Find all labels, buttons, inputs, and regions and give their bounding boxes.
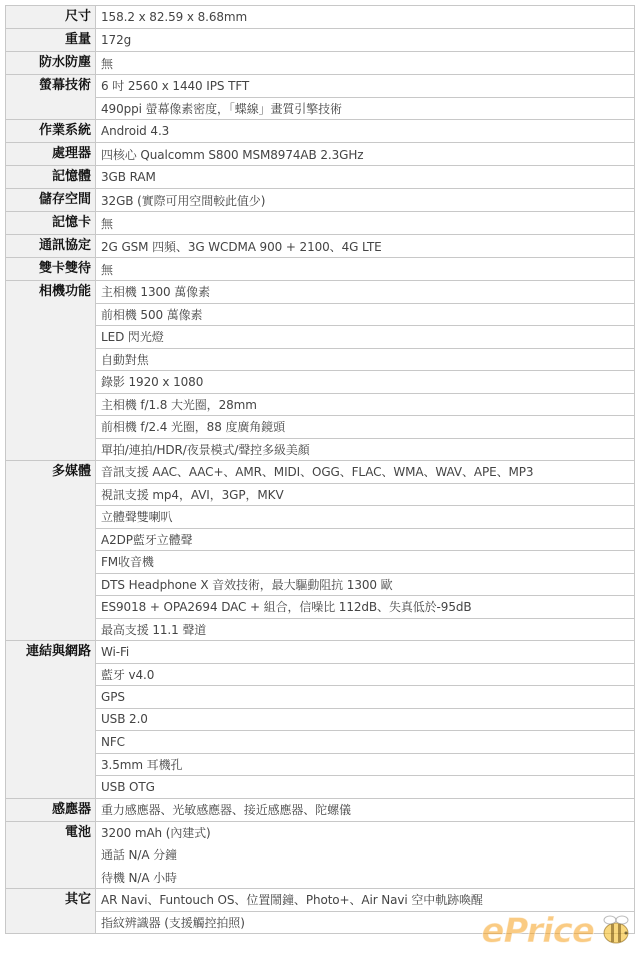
spec-row xyxy=(6,281,635,304)
spec-value: 3200 mAh (內建式) xyxy=(96,821,635,844)
spec-label: 螢幕技術 xyxy=(6,75,96,120)
spec-value: AR Navi、Funtouch OS、位置鬧鐘、Photo+、Air Navi 空中軌跡喚醒 xyxy=(96,889,635,912)
spec-label: 作業系統 xyxy=(6,120,96,143)
spec-value: 32GB (實際可用空間較此值少) xyxy=(96,189,635,212)
spec-value: 6 吋 2560 x 1440 IPS TFT xyxy=(96,75,635,98)
spec-value: GPS xyxy=(96,686,635,709)
spec-row xyxy=(6,258,635,281)
spec-value: 最高支援 11.1 聲道 xyxy=(96,618,635,641)
spec-value: 無 xyxy=(96,52,635,75)
spec-value: 單拍/連拍/HDR/夜景模式/聲控多級美顏 xyxy=(96,438,635,461)
spec-label: 防水防塵 xyxy=(6,52,96,75)
spec-value: 四核心 Qualcomm S800 MSM8974AB 2.3GHz xyxy=(96,143,635,166)
spec-value: 視訊支援 mp4，AVI，3GP，MKV xyxy=(96,483,635,506)
spec-value: DTS Headphone X 音效技術，最大驅動阻抗 1300 歐 xyxy=(96,573,635,596)
spec-row xyxy=(6,641,635,664)
spec-row xyxy=(6,348,635,371)
spec-value: 前相機 500 萬像素 xyxy=(96,303,635,326)
spec-value: 重力感應器、光敏感應器、接近感應器、陀螺儀 xyxy=(96,798,635,821)
spec-value: 3GB RAM xyxy=(96,166,635,189)
spec-value: 指紋辨識器 (支援觸控拍照) xyxy=(96,911,635,934)
spec-label: 尺寸 xyxy=(6,6,96,29)
spec-value: 通話 N/A 分鐘 xyxy=(96,844,635,867)
spec-value: 前相機 f/2.4 光圈，88 度廣角鏡頭 xyxy=(96,416,635,439)
spec-row xyxy=(6,708,635,731)
spec-value: USB 2.0 xyxy=(96,708,635,731)
spec-row xyxy=(6,686,635,709)
spec-row xyxy=(6,573,635,596)
spec-value: 2G GSM 四頻、3G WCDMA 900 + 2100、4G LTE xyxy=(96,235,635,258)
spec-value: A2DP藍牙立體聲 xyxy=(96,528,635,551)
spec-label: 多媒體 xyxy=(6,461,96,641)
spec-label: 連結與網路 xyxy=(6,641,96,799)
spec-value: LED 閃光燈 xyxy=(96,326,635,349)
spec-label: 記憶卡 xyxy=(6,212,96,235)
spec-label: 雙卡雙待 xyxy=(6,258,96,281)
spec-row xyxy=(6,143,635,166)
spec-row xyxy=(6,461,635,484)
spec-value: 立體聲雙喇叭 xyxy=(96,506,635,529)
spec-row xyxy=(6,506,635,529)
spec-row xyxy=(6,303,635,326)
spec-row xyxy=(6,212,635,235)
spec-value: 490ppi 螢幕像素密度，「蝶線」畫質引擎技術 xyxy=(96,97,635,120)
spec-row xyxy=(6,416,635,439)
spec-value: Wi-Fi xyxy=(96,641,635,664)
spec-row xyxy=(6,97,635,120)
spec-value: 無 xyxy=(96,258,635,281)
spec-value: Android 4.3 xyxy=(96,120,635,143)
spec-value: 158.2 x 82.59 x 8.68mm xyxy=(96,6,635,29)
spec-label: 感應器 xyxy=(6,798,96,821)
spec-row xyxy=(6,596,635,619)
spec-row xyxy=(6,120,635,143)
spec-row xyxy=(6,326,635,349)
spec-value: FM收音機 xyxy=(96,551,635,574)
spec-value: 藍牙 v4.0 xyxy=(96,663,635,686)
spec-row xyxy=(6,776,635,799)
spec-row xyxy=(6,235,635,258)
spec-row xyxy=(6,528,635,551)
spec-row xyxy=(6,821,635,844)
spec-row xyxy=(6,6,635,29)
watermark-text: ePrice xyxy=(481,911,594,951)
spec-value: ES9018 + OPA2694 DAC + 組合，信噪比 112dB、失真低於-95dB xyxy=(96,596,635,619)
spec-row xyxy=(6,75,635,98)
spec-label: 處理器 xyxy=(6,143,96,166)
spec-row xyxy=(6,798,635,821)
spec-row xyxy=(6,866,635,889)
spec-row xyxy=(6,393,635,416)
spec-row xyxy=(6,371,635,394)
spec-value: 3.5mm 耳機孔 xyxy=(96,753,635,776)
spec-value: 錄影 1920 x 1080 xyxy=(96,371,635,394)
spec-row xyxy=(6,731,635,754)
spec-row xyxy=(6,911,635,934)
spec-row xyxy=(6,483,635,506)
spec-value: 音訊支援 AAC、AAC+、AMR、MIDI、OGG、FLAC、WMA、WAV、APE、MP3 xyxy=(96,461,635,484)
spec-row xyxy=(6,753,635,776)
spec-value: 無 xyxy=(96,212,635,235)
spec-value: 主相機 f/1.8 大光圈，28mm xyxy=(96,393,635,416)
spec-label: 通訊協定 xyxy=(6,235,96,258)
spec-label: 相機功能 xyxy=(6,281,96,461)
spec-row xyxy=(6,189,635,212)
spec-row xyxy=(6,618,635,641)
spec-row xyxy=(6,166,635,189)
spec-value: USB OTG xyxy=(96,776,635,799)
spec-row xyxy=(6,29,635,52)
spec-value: 自動對焦 xyxy=(96,348,635,371)
spec-table-body xyxy=(6,6,635,934)
spec-label: 其它 xyxy=(6,889,96,934)
spec-row xyxy=(6,844,635,867)
spec-row xyxy=(6,52,635,75)
spec-row xyxy=(6,551,635,574)
spec-value: NFC xyxy=(96,731,635,754)
spec-label: 電池 xyxy=(6,821,96,889)
spec-row xyxy=(6,889,635,912)
spec-value: 172g xyxy=(96,29,635,52)
spec-row xyxy=(6,663,635,686)
spec-label: 儲存空間 xyxy=(6,189,96,212)
spec-value: 待機 N/A 小時 xyxy=(96,866,635,889)
spec-label: 重量 xyxy=(6,29,96,52)
spec-table xyxy=(5,5,635,934)
spec-row xyxy=(6,438,635,461)
spec-label: 記憶體 xyxy=(6,166,96,189)
spec-value: 主相機 1300 萬像素 xyxy=(96,281,635,304)
